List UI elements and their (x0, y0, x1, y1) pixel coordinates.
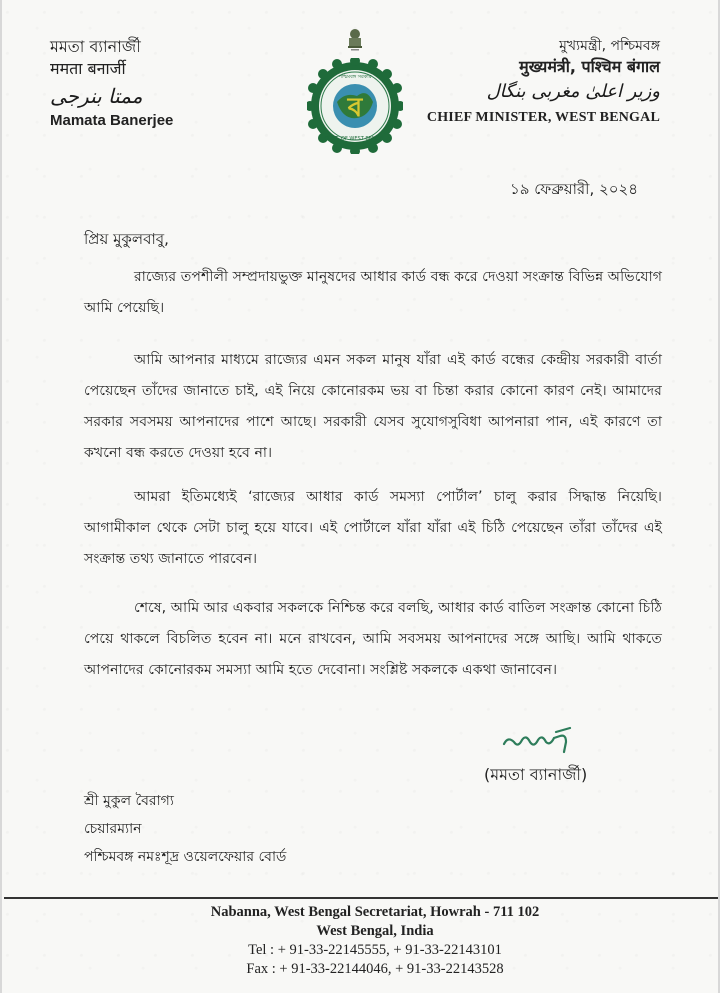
paragraph-2 (84, 345, 662, 469)
paragraph-text: রাজ্যের তপশীলী সম্প্রদায়ভুক্ত মানুষদের আধার কার্ড বন্ধ করে দেওয়া সংক্রান্ত বিভিন্ন অভিযোগ আমি পেয়েছি। (84, 269, 662, 316)
paragraph-4 (84, 593, 662, 686)
title-bengali: মুখ্যমন্ত্রী, পশ্চিমবঙ্গ (559, 38, 660, 54)
ashoka-emblem-icon (345, 28, 365, 52)
paragraph-text: আমরা ইতিমধ্যেই ‘রাজ্যের আধার কার্ড সমস্যা পোর্টাল’ চালু করার সিদ্ধান্ত নিয়েছি। আগামীকাল থেকে সেটা চালু হয়ে যাবে। এই পোর্টালে যাঁরা যাঁরা এই চিঠি পেয়েছেন তাঁরা তাঁদের এই সংক্রান্ত তথ্য জানাতে পারবেন। (84, 489, 662, 567)
letterhead-right (427, 36, 660, 126)
signatory-name: (মমতা ব্যানার্জী) (484, 765, 588, 784)
letterhead-emblem (300, 24, 410, 144)
recipient-block (84, 787, 286, 871)
page-edge-left (0, 0, 2, 993)
west-bengal-govt-seal-icon (307, 58, 403, 154)
name-urdu: ممتا بنرجی (50, 84, 143, 108)
paragraph-text: শেষে, আমি আর একবার সকলকে নিশ্চিন্ত করে বলছি, আধার কার্ড বাতিল সংক্রান্ত কোনো চিঠি পেয়ে থাকলে বিচলিত হবেন না। মনে রাখবেন, আমি সবসময় আপনাদের সঙ্গে আছি। আমি থাকতে আপনাদের কোনোরকম সমস্যা আমি হতে দেবোনা। সংশ্লিষ্ট সকলকে একথা জানাবেন। (84, 600, 662, 678)
salutation: প্রিয় মুকুলবাবু, (84, 230, 169, 248)
title-english: CHIEF MINISTER, WEST BENGAL (426, 110, 660, 125)
footer-divider (4, 897, 718, 899)
svg-text:ব: ব (347, 93, 363, 123)
footer-region: West Bengal, India (316, 923, 434, 939)
footer-fax: Fax : + 91-33-22144046, + 91-33-22143528 (246, 961, 504, 977)
paragraph-3 (84, 482, 662, 575)
title-urdu: وزیر اعلیٰ مغربی بنگال (486, 81, 660, 102)
svg-text:পশ্চিমবঙ্গ সরকার: পশ্চিমবঙ্গ সরকার (338, 74, 372, 80)
footer-telephone: Tel : + 91-33-22145555, + 91-33-22143101 (248, 942, 502, 958)
letterhead-left (50, 36, 173, 129)
paragraph-1 (84, 262, 662, 324)
recipient-organization: পশ্চিমবঙ্গ নমঃশূদ্র ওয়েলফেয়ার বোর্ড (84, 849, 287, 865)
recipient-designation: চেয়ারম্যান (84, 821, 142, 837)
letter-date: ১৯ ফেব্রুয়ারী, ২০২৪ (509, 180, 638, 198)
footer-address: Nabanna, West Bengal Secretariat, Howrah - 711 102 (210, 904, 540, 920)
handwritten-signature-icon (500, 722, 580, 758)
svg-text:GOVT. OF WEST BENGAL: GOVT. OF WEST BENGAL (324, 136, 386, 142)
recipient-name: শ্রী মুকুল বৈরাগ্য (84, 793, 174, 809)
name-bengali: মমতা ব্যানার্জী (50, 37, 141, 56)
name-english: Mamata Banerjee (50, 112, 174, 129)
title-hindi: मुख्यमंत्री, पश्चिम बंगाल (519, 57, 660, 76)
paragraph-text: আমি আপনার মাধ্যমে রাজ্যের এমন সকল মানুষ যাঁরা এই কার্ড বন্ধের কেন্দ্রীয় সরকারী বার্তা পেয়েছেন তাঁদের জানাতে চাই, এই নিয়ে কোনোরকম ভয় বা চিন্তা করার কোনো কারণ নেই। আমাদের সরকার সবসময় আপনাদের পাশে আছে। সরকারী যেসব সুযোগসুবিধা আপনারা পান, এই কারণে তা কখনো বন্ধ করতে দেওয়া হবে না। (84, 352, 662, 461)
name-hindi: ममता बनार्जी (50, 59, 126, 78)
letterhead-footer (0, 903, 720, 979)
